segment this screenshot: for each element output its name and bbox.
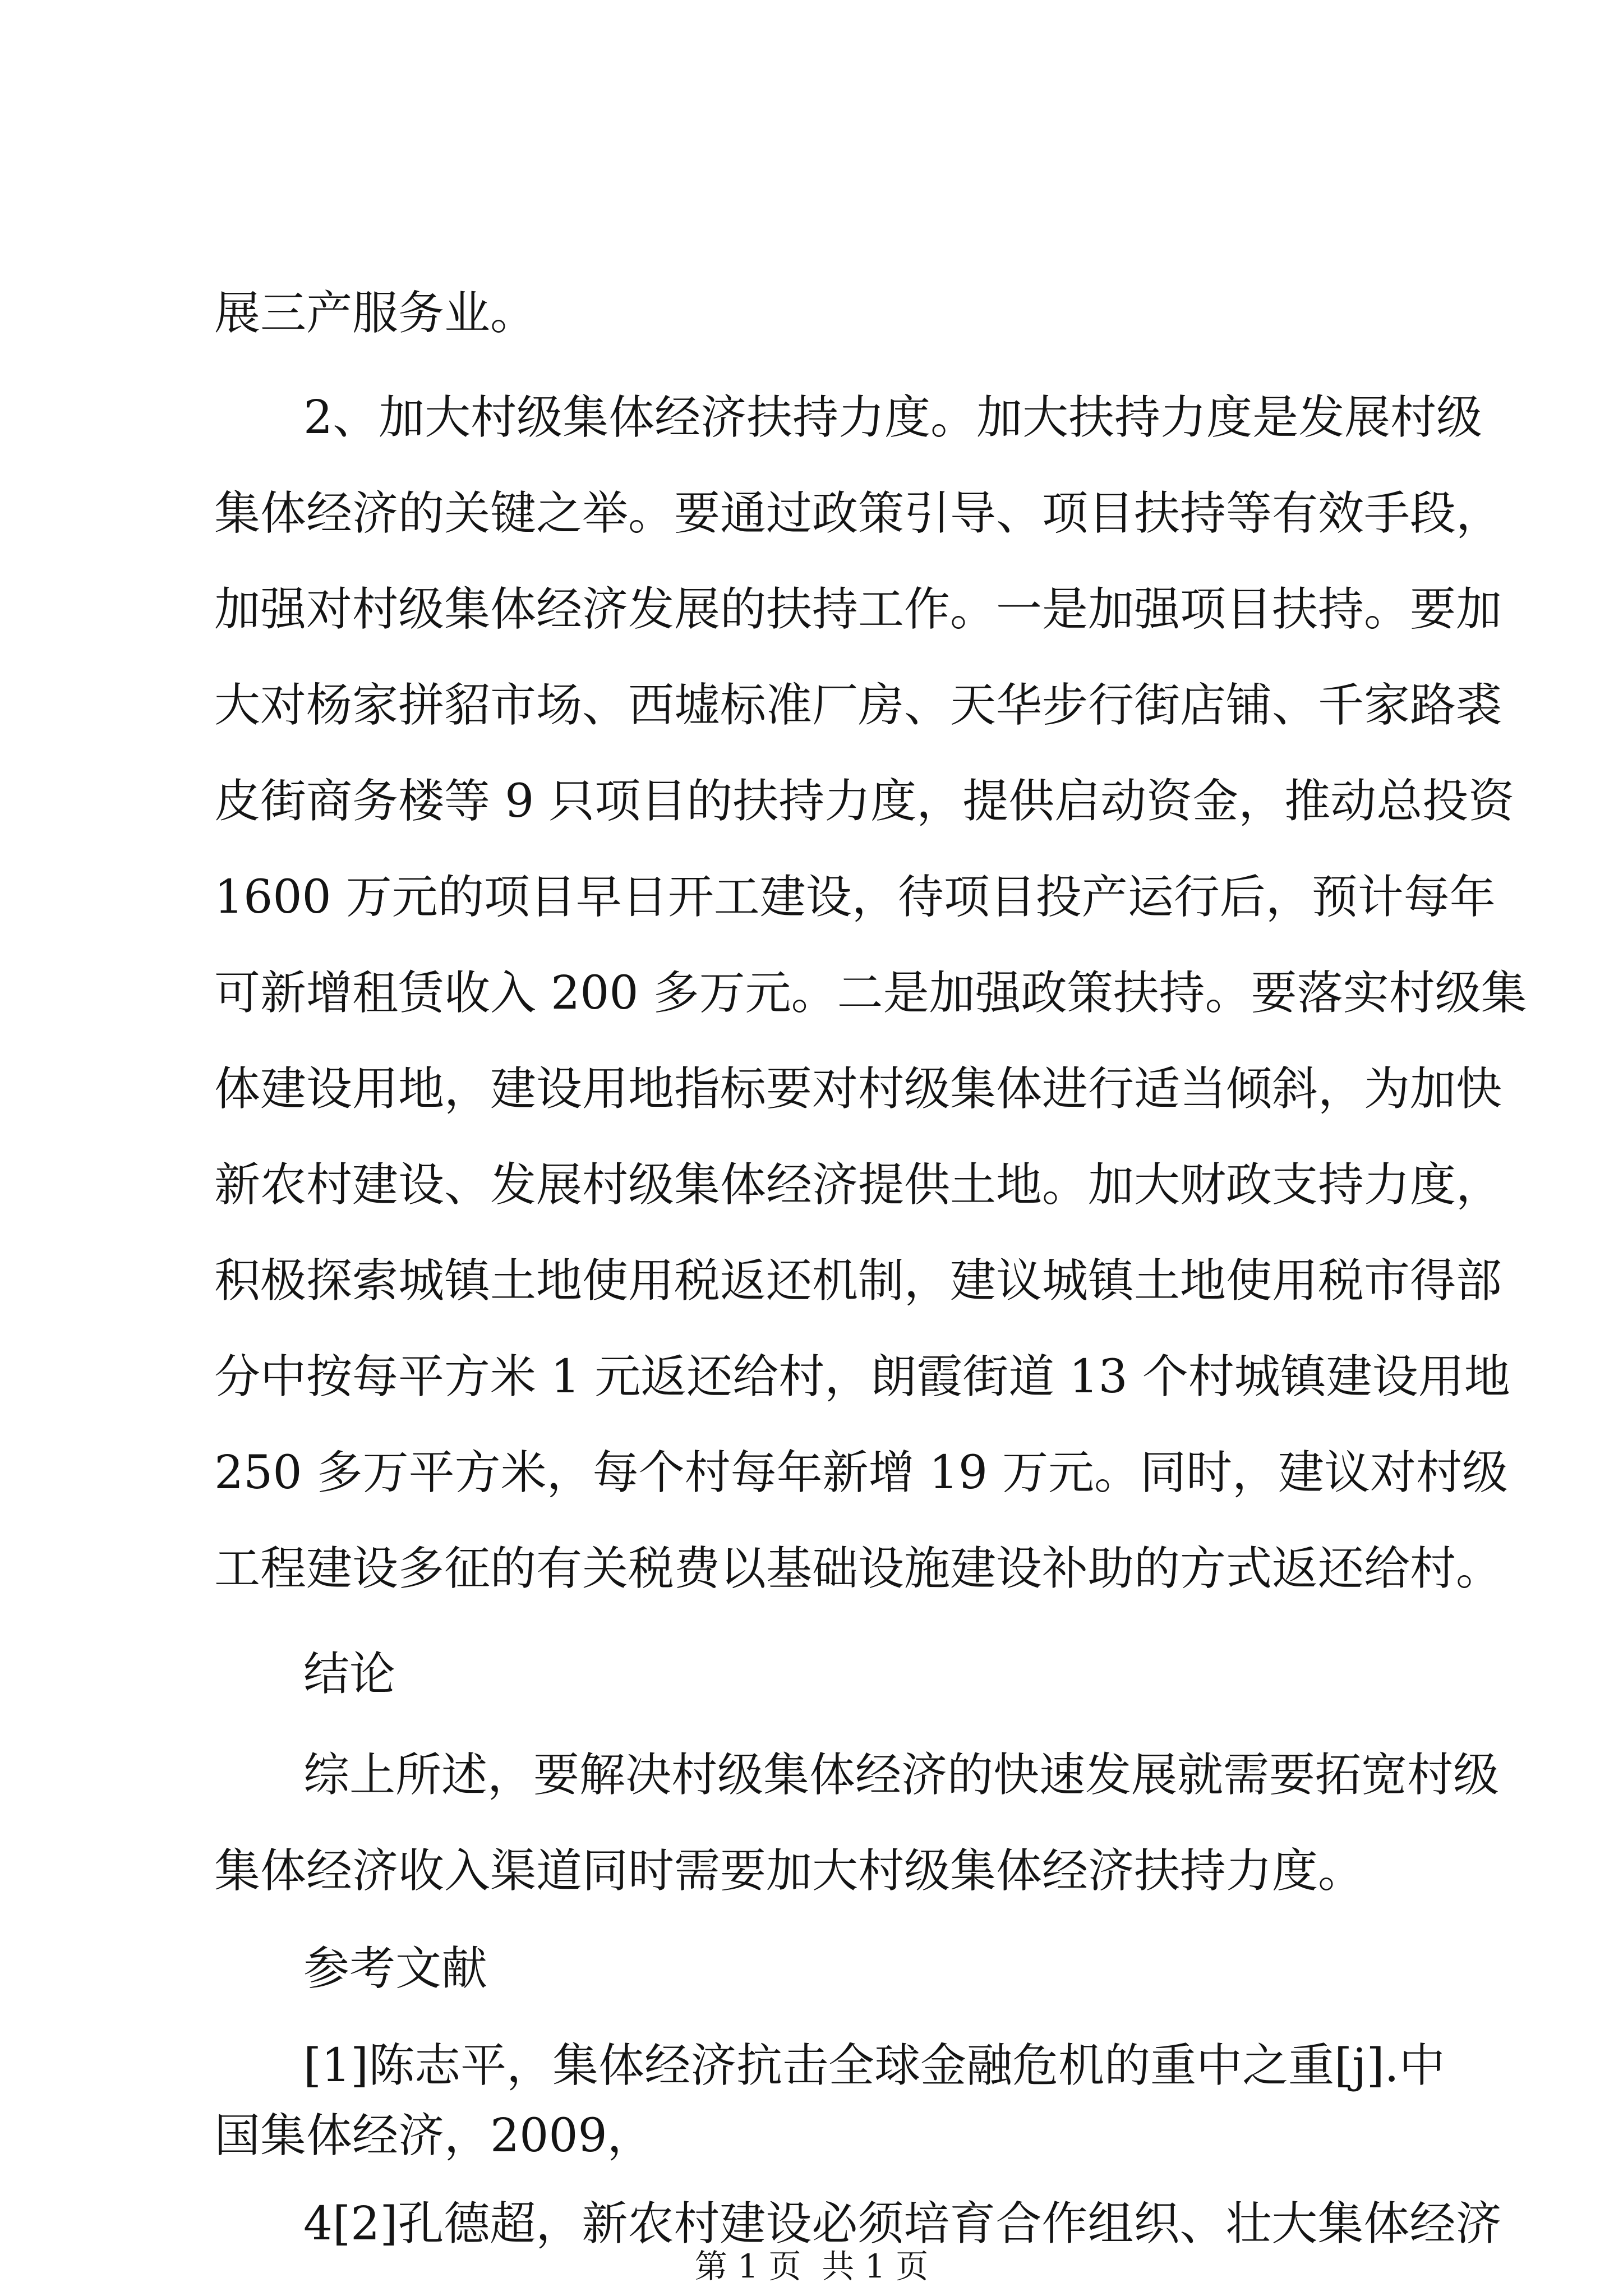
paragraph-line: 集体经济收入渠道同时需要加大村级集体经济扶持力度。 [214,1844,1364,1898]
paragraph-line: 加强对村级集体经济发展的扶持工作。一是加强项目扶持。要加 [214,583,1502,636]
paragraph-line: 2、加大村级集体经济扶持力度。加大扶持力度是发展村级 [303,391,1483,444]
paragraph-line: 250 多万平方米，每个村每年新增 19 万元。同时，建议对村级 [214,1446,1509,1499]
paragraph-line: 新农村建设、发展村级集体经济提供土地。加大财政支持力度， [214,1158,1502,1212]
paragraph-line: 体建设用地，建设用地指标要对村级集体进行适当倾斜，为加快 [214,1062,1502,1116]
section-heading: 结论 [303,1648,396,1701]
paragraph-line: 皮街商务楼等 9 只项目的扶持力度，提供启动资金，推动总投资 [214,775,1515,828]
paragraph-line: 积极探索城镇土地使用税返还机制，建议城镇土地使用税市得部 [214,1254,1502,1308]
reference-line: 国集体经济，2009， [214,2109,653,2162]
paragraph-line: 集体经济的关键之举。要通过政策引导、项目扶持等有效手段， [214,487,1502,540]
paragraph-line: 1600 万元的项目早日开工建设，待项目投产运行后，预计每年 [214,871,1496,924]
paragraph-line: 大对杨家拼貂市场、西墟标准厂房、天华步行街店铺、千家路裘 [214,679,1502,732]
paragraph-line: 展三产服务业。 [214,287,537,340]
paragraph-line: 工程建设多征的有关税费以基础设施建设补助的方式返还给村。 [214,1542,1502,1595]
paragraph-line: 综上所述，要解决村级集体经济的快速发展就需要拓宽村级 [303,1749,1500,1802]
section-heading: 参考文献 [303,1942,488,1995]
paragraph-line: 分中按每平方米 1 元返还给村，朗霞街道 13 个村城镇建设用地 [214,1350,1510,1404]
reference-line: [1]陈志平，集体经济抗击全球金融危机的重中之重[j].中 [303,2039,1445,2092]
reference-line: 4[2]孔德超，新农村建设必须培育合作组织、壮大集体经济 [303,2197,1502,2251]
paragraph-line: 可新增租赁收入 200 多万元。二是加强政策扶持。要落实村级集 [214,967,1527,1020]
page-footer: 第 1 页 共 1 页 [694,2247,929,2285]
